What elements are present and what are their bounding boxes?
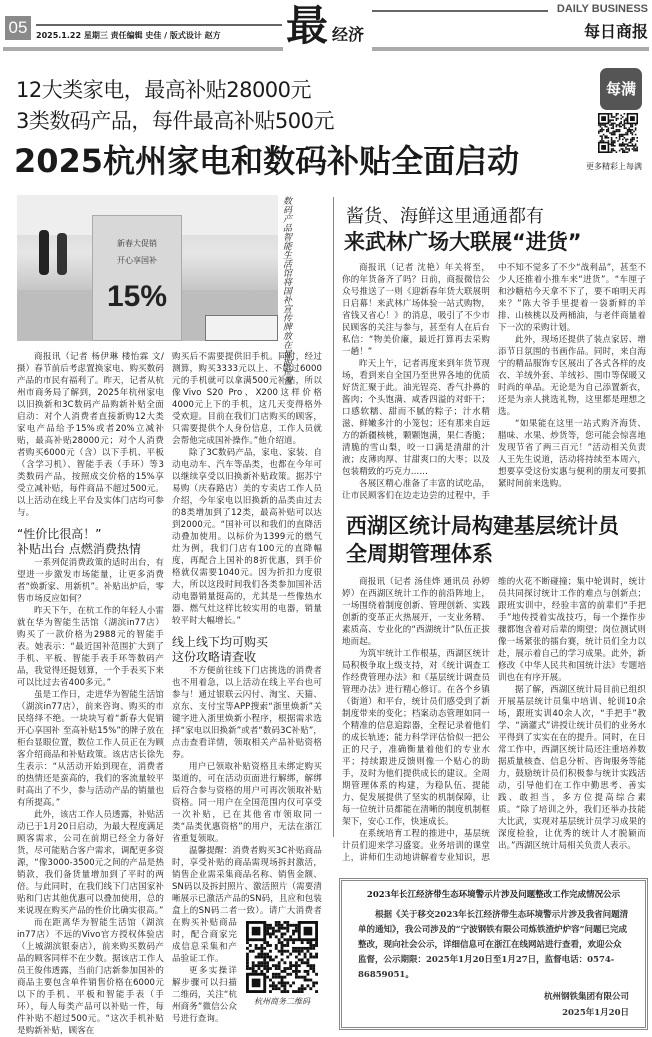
notice-date: 2025年1月20日 xyxy=(562,1008,629,1018)
paragraph: 此外，现场还提供了装点家居、增添节日氛围的书画作品。同时，来自海宁的精品服饰专区展出了各式各样的皮衣、羊绒外套、羊绒衫、围巾等保暖又时尚的单品。无论是为自己添置新衣，还是为亲人挑选礼物，这里都是理想之选。 xyxy=(498,335,646,417)
paragraph: 昨天下午，在杭工作的年轻人小雷就在华为智能生活馆（湖滨in77店）购买了一款价格为2988元的智能手表。她表示：“最近国补范围扩大到了手机、平板、智能手表手环等数码产品，我觉得还挺划算，一个手表买下来可以比过去省400多元。” xyxy=(17,606,164,688)
qr-code-icon[interactable] xyxy=(246,921,318,993)
section-mark: 最 xyxy=(286,1,329,50)
paragraph: 除了3C数码产品，家电、家装、自动电动车、汽车等品类，也都在今年可以继续享受以旧换新补贴政策。据苏宁易购（庆春路店）美的专卖店工作人员介绍，今年家电以旧换新的品类由过去的8类增加到了12类，最高补贴可以达到2000元。“国补可以和我们的直降活动叠加使用。以标价为1399元的燃气灶为例，我们门店有100元的直降幅度，再配合上国补的8折优惠，到手价格就仅需要1040元。因为折扣力度很大，所以这段时间我们各类参加国补活动电器销量挺高的，尤其是一些像热水器、燃气灶这样比较实用的电器，销量较平时大幅增长。” xyxy=(172,448,322,626)
right-column xyxy=(342,206,646,1030)
paragraph: 虽是工作日，走进华为智能生活馆（湖滨in77店），前来咨询、购买的市民络绎不绝。一块块写着“新春大促销 开心享国补 至高补贴15%”的牌子放在柜台显眼位置，数位工作人员正在为顾客介绍商品和补贴政策。该店店长徐先生表示：“从活动开始到现在，消费者的热情还是蛮高的，我们的客流量较平时高出了不少，参与活动产品的销量也有所提高。” xyxy=(17,690,164,808)
paragraph: 不方便前往线下门店挑选的消费者也不用着急，以上活动在线上平台也可参与！通过银联云闪付、淘宝、天猫、京东、支付宝等APP搜索“浙里焕新”关键字进入浙里焕新小程序，根据需求选择“家电以旧换新”或者“数码3C补贴”，点击查看详情，领取相关产品补贴资格券。 xyxy=(172,666,322,760)
public-notice xyxy=(339,878,648,1030)
section-name: 经济 xyxy=(332,25,365,44)
subhead: 补贴出台 点燃消费热情 xyxy=(17,542,141,556)
paragraph: 用户已领取补贴资格且未绑定购买渠道的，可在活动页面进行解绑，解绑后符合参与资格的用户可再次领取补贴资格。同一用户在全国范围内仅可享受一次补贴，已在其他省市领取同一类“品类优惠资格”的用户，无法在浙江省重复领取。 xyxy=(172,762,322,844)
paragraph: 昨天上午，记者再度来到年货节现场，看到来自全国乃至世界各地的优质好货汇聚于此。油光锃亮、香气扑鼻的酱肉；个头饱满、咸香四溢的对虾干；口感软糯、甜而不腻的粽子；汁水精滋、鲜嫩多汁的小笼包；还有那来自远方的新疆核桃，颗颗饱满，果仁香脆；清脆的雪山梨，咬一口满是清甜的汁液；皮薄肉厚、甘甜爽口的大枣；以及包装精致的巧克力…… xyxy=(342,359,490,477)
paragraph: 商报讯（记者 杨伊琳 楼怡霖 文/摄）春节前后考虑置换家电、购买数码产品的市民有福利了。昨天，记者从杭州市商务局了解到，2025年杭州家电以旧换新和3C数码产品购新补贴全面启动：对个人消费者直接新购12大类家电产品给予15%或者20%立减补贴，最高补贴28000元；对个人消费者购买6000元（含）以下手机、平板（含学习机）、智能手表（手环）等3类数码产品，按照成交价格的15%享受立减补贴，每件商品不超过500元。以上活动在线上平台及实体门店均可参与。 xyxy=(17,352,164,518)
header-rule xyxy=(36,24,282,26)
paragraph: 而在距离华为智能生活馆（湖滨in77店）不远的Vivo官方授权体验店（上城湖滨银泰店），前来购买数码产品的顾客同样不在少数。据该店工作人员王俊伟透露，当前门店新参加国补的商品主要包含单件销售价格在6000元以下的手机、平板和智能手表（手环），每人每类产品可以补贴一件，每件补贴不超过500元。“这次手机补贴是购新补贴，顾客在 xyxy=(17,918,164,1036)
column-divider xyxy=(333,197,334,837)
app-logo[interactable]: 每满 xyxy=(600,68,642,110)
article3-body xyxy=(342,576,646,864)
notice-title: 2023年长江经济带生态环境警示片涉及问题整改工作完成情况公示 xyxy=(366,890,621,900)
subhead: 线上线下均可购买 xyxy=(172,635,269,649)
paragraph: 商报讯（记者 沈艳）年关将至，你的年货备齐了吗？日前，商报微信公众号推送了一则《迎新春年货大联展明日启幕！来武林广场体验一站式购物，省钱又省心！》的消息，吸引了不少市民顾客的关注与参与，甚至有人在后台私信：“物美价廉，最近打算再去采购一趟！” xyxy=(342,263,490,357)
paragraph: 更多实操详解步骤可以扫描二维码，关注“杭州商务”微信公众号进行查询。 xyxy=(172,966,237,1024)
paragraph: 温馨提醒：消费者购买3C补贴商品时，享受补贴的商品需现场拆封激活，销售企业需采集商品名称、销售金额、SN码以及拆封照片、激活照片（需要清晰展示已激活产品的SN码，且应和包装盒上的SN码二者一致）。请广大消费者在购买补贴商品时，配合商家完成信息采集和产品验证工作。 xyxy=(172,846,322,964)
paragraph: 据了解，西湖区统计局目前已组织开展基层统计员集中培训、轮训10余场，跟班实训40余人次，“手把手”教学、“滴灌式”讲授让统计员们的业务水平得到了实实在在的提升。同时，在日常工作中，西湖区统计局还注重培养数据质量核查、信息分析、咨询服务等能力，鼓励统计员们积极参与统计实践活动，引导他们在工作中勤思考、善实践、敢担当，多方位提高综合素质。“除了培训之外，我们还举办技能大比武，实现对基层统计员学习成果的深度检验，让优秀的统计人才脱颖而出。”西湖区统计局相关负责人表示。 xyxy=(498,685,646,851)
placard-percent: 15% xyxy=(106,280,168,313)
promo-caption: 更多精彩上每满 xyxy=(586,162,642,171)
promo-placard xyxy=(92,215,182,341)
paragraph: 在系统培育工程的推进中，基层统计员们迎来学习盛宴。业务培训的课堂上，讲师们生动地讲解着专业知识，思维的火花不断碰撞；集中轮训时，统计员共同探讨统计工作的难点与创新点；跟班实训中，经验丰富的前辈们“手把手”地传授着实战技巧，每一个操作步骤都饱含着对后辈的期望；岗位测试则像一场紧张的擂台赛，统计员们全力以赴，展示着自己的学习成果。此外，新修改《中华人民共和国统计法》专题培训也在有序开展。 xyxy=(342,577,646,863)
placard-line-2: 开心享国补 xyxy=(117,256,157,265)
paragraph: 购买后不需要提供旧手机。同时，经过测算，购买3333元以上、不超过6000元的手机就可以拿满500元补贴，所以像Vivo S20 Pro、X200这样价格4000元上下的手机，这几天变得格外受欢迎。目前在我们门店购买的顾客，只需要提供个人身份信息，工作人员就会帮他完成国补操作。”他介绍道。 xyxy=(172,352,322,446)
article3-title-line-1: 西湖区统计局构建基层统计员 xyxy=(346,514,619,538)
paper-english-name: DAILY BUSINESS xyxy=(556,3,648,15)
paragraph: 为筑牢统计工作根基，西湖区统计局积极争取上级支持，对《统计调查工作经费管理办法》和《基层统计调查员管理办法》进行精心修订。在各个乡镇（街道）和平台，统计员们感受到了新制度带来的变化；档案动态管理如同一个精准的信息追踪器，全程记录着他们的成长轨迹；能力科学评估恰似一把公正的尺子，准确衡量着他们的专业水平；持续跟进反馈则像一个贴心的助手，及时为他们提供成长的建议。全周期管理体系的构建，为稳队伍、提能力、促发展提供了坚实的机制保障，让每一位统计员都能在清晰的制度机制框架下，安心工作，快速成长。 xyxy=(342,649,490,827)
store-photo xyxy=(17,195,278,341)
lead-column-1 xyxy=(17,351,164,1037)
photo-tray xyxy=(205,315,278,341)
photo-person xyxy=(57,233,67,275)
article3-title xyxy=(346,512,646,568)
paper-name: 每日商报 xyxy=(583,22,648,41)
header-rule xyxy=(3,47,283,51)
photo-caption: 数码产品智能生活馆将国补宣传牌放在显眼位置 xyxy=(281,196,291,385)
article2-body xyxy=(342,262,646,502)
photo-person xyxy=(39,230,49,275)
article3-title-line-2: 全周期管理体系 xyxy=(346,542,493,566)
qr-caption: 杭州商务二维码 xyxy=(254,997,310,1006)
qr-block xyxy=(242,921,322,1007)
lead-column-2 xyxy=(172,351,322,1025)
header-rule xyxy=(372,10,548,12)
lead-subtitle-1: 12大类家电，最高补贴28000元 xyxy=(16,78,312,102)
subhead: 这份攻略请查收 xyxy=(172,650,257,664)
paragraph: 此外，该店工作人员透露，补贴活动已于1月20日启动，为最大程度满足顾客需求，公司在前期已经全力备好货，尽可能贴合客户需求，调配更多资源，“像3000-3500元之间的产品是热销款，我们备货量增加到了平时的两倍。与此同时，在我们线下门店国家补贴和门店其他优惠可以叠加使用，总的来说现在购买产品的性价比确实很高。” xyxy=(17,810,164,916)
qr-code-icon[interactable] xyxy=(598,113,638,153)
dateline: 2025.1.22 星期三 责任编辑 史佳 / 版式设计 赵方 xyxy=(36,31,221,40)
header-rule xyxy=(372,47,649,51)
page-number: 05 xyxy=(5,16,31,40)
notice-body: 根据《关于移交2023年长江经济带生态环境警示片涉及我省问题清单的通知》，我公司涉及的“宁波钢铁有限公司炼铁渣炉炉容”问题已完成整改，现向社会公示，详细信息可在浙江在线网站进行查看，欢迎公众监督，公示期限：2025年1月20日至1月27日，监督电话：0574-86859051。 xyxy=(358,910,629,980)
lead-subtitle-2: 3类数码产品，每件最高补贴500元 xyxy=(16,109,334,133)
notice-company: 杭州钢铁集团有限公司 xyxy=(543,992,629,1002)
paragraph: 商报讯（记者 汤佳烨 通讯员 孙婷婷）在西湖区统计工作的前沿阵地上，一场围绕着制度创新、管理创新、实践创新的变革正火热展开，一支业务精、素质高、专业化的“西湖统计”队伍正拔地而起。 xyxy=(342,577,490,647)
paragraph: 各展区精心准备了丰富的试吃品，让市民顾客们在边走边尝的过程中，手中不知不觉多了不少“战利品”，甚至不少人还推着小推车来“进货”。“车厘子和沙糖桔今天拿不下了，要不咱明天再来？”陈大爷手里提着一袋新鲜的羊排、山核桃以及两桶油，与老伴商量着下一次的采购计划。 xyxy=(342,263,646,501)
placard-line-1: 新春大促销 xyxy=(117,239,157,248)
lead-title: 2025杭州家电和数码补贴全面启动 xyxy=(14,142,520,180)
subhead: “性价比很高！” xyxy=(17,527,102,541)
article2-kicker: 酱货、海鲜这里通通都有 xyxy=(346,206,544,227)
paragraph: 一系列促消费政策的适时出台，有望进一步激发市场能量，让更多消费者“焕新家、用新机”。补贴出炉后，零售市场反应如何？ xyxy=(17,558,164,604)
article2-title: 来武林广场大联展“进货” xyxy=(344,230,582,254)
paragraph: “如果能在这里一站式购齐海货、腊味、水果、炒货等，您可能会惊喜地发现节省了两三百元！”活动相关负责人王先生说道，活动将持续至本周六，想要享受这份实惠与便利的朋友可要抓紧时间前来选购。 xyxy=(498,419,646,489)
